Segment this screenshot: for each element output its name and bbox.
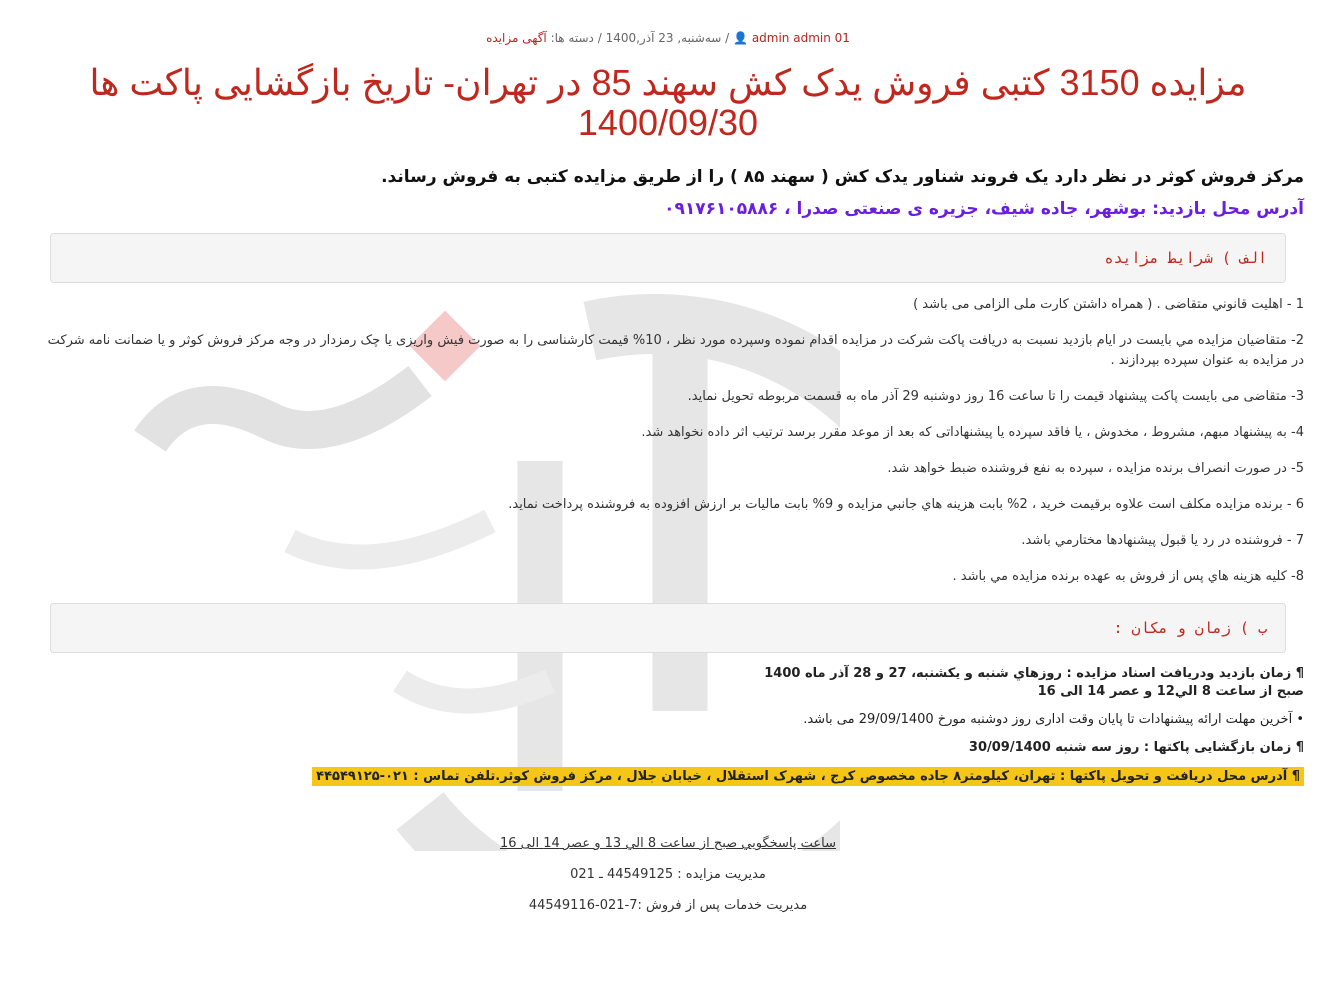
visit-time: ¶ زمان بازديد ودريافت اسناد مزايده : روزهاي شنبه و يكشنبه، 27 و 28 آذر ماه 1400 xyxy=(764,666,1304,681)
deadline: • آخرین مهلت ارائه پیشنهادات تا پایان وقت اداری روز دوشنبه مورخ 29/09/1400 می باشد. xyxy=(803,712,1304,727)
author-link[interactable]: admin admin 01 xyxy=(751,31,850,45)
time-place xyxy=(32,665,1304,786)
lead-text: مرکز فروش کوثر در نظر دارد یک فروند شناور یدک کش ( سهند ۸۵ ) را از طریق مزایده کتبی به فروش رساند. xyxy=(381,167,1304,187)
post-meta: admin admin 01 👤 / سه‌شنبه, 23 آذر,1400 / دسته ها: آگهی مزایده xyxy=(486,31,850,45)
condition-item: 3- متقاضی می بایست پاکت پیشنهاد قیمت را تا ساعت 16 روز دوشنبه 29 آذر ماه به قسمت مربوطه تحویل نماید. xyxy=(687,389,1304,404)
opening-date: ¶ زمان بازگشایی پاکتها : روز سه شنبه 30/09/1400 xyxy=(968,740,1304,755)
article xyxy=(0,31,1336,913)
condition-item: 8- كليه هزينه هاي پس از فروش به عهده برنده مزايده مي باشد . xyxy=(952,569,1304,584)
section-b-title: ب ) زمان و مکان : xyxy=(1113,619,1267,637)
condition-item: 6 - برنده مزايده مكلف است علاوه برقيمت خريد ، 2% بابت هزينه هاي جانبي مزايده و 9% بابت ماليات بر ارزش افزوده به فروشنده پرداخت نمايد. xyxy=(508,497,1304,512)
office-hours: ساعت پاسخگويي صبح از ساعت 8 الي 13 و عصر 14 الی 16 xyxy=(499,836,837,851)
condition-item: 1 - اهليت قانوني متقاضی . ( همراه داشتن کارت ملی الزامی می باشد ) xyxy=(913,297,1304,312)
user-icon: 👤 xyxy=(733,31,748,45)
deadline-text: آخرین مهلت ارائه پیشنهادات تا پایان وقت اداری روز دوشنبه مورخ 29/09/1400 می باشد. xyxy=(803,712,1293,727)
after-sales-phone: مدیریت خدمات پس از فروش :7-021-44549116 xyxy=(528,898,808,913)
condition-item: 4- به پيشنهاد مبهم، مشروط ، مخدوش ، يا فاقد سپرده يا پيشنهاداتی که بعد از موعد مقرر برسد ترتيب اثر داده نخواهد شد. xyxy=(641,425,1304,440)
condition-item: 2- متقاضيان مزايده مي بايست در ايام بازديد نسبت به دریافت پاکت شرکت در مزایده اقدام نموده وسپرده مورد نظر ، 10% قیمت کارشناسی را به صورت فیش واریزی یا چک رمزدار در وجه مرکز فروش کوثر و یا ضمانت نامه شرکت در مزایده به عنوان سپرده بپردازند . xyxy=(47,333,1304,368)
auction-management-phone: مدیریت مزایده : 44549125 ـ 021 xyxy=(570,867,766,882)
condition-item: 7 - فروشنده در رد يا قبول پيشنهادها مختارمي باشد. xyxy=(1021,533,1304,548)
pickup-address-highlight: ¶ آدرس محل دریافت و تحویل پاکتها : تهران، کیلومتر۸ جاده مخصوص کرج ، شهرک استقلال ، خیابان جلال ، مرکز فروش کوثر.تلفن تماس : ۰۲۱-۴۴۵۴۹۱۲۵ xyxy=(312,767,1304,786)
contact-footer xyxy=(32,836,1304,913)
condition-item: 5- در صورت انصراف برنده مزايده ، سپرده به نفع فروشنده ضبط خواهد شد. xyxy=(887,461,1304,476)
section-b-header xyxy=(50,603,1286,653)
visit-hours: صبح از ساعت 8 الي12 و عصر 14 الی 16 xyxy=(1037,684,1304,699)
conditions-list xyxy=(32,295,1304,587)
section-a-title: الف ) شرایط مزایده xyxy=(1104,249,1267,267)
section-a-header xyxy=(50,233,1286,283)
category-link[interactable]: آگهی مزایده xyxy=(486,31,547,45)
categories-label: دسته ها: xyxy=(550,31,594,45)
visit-address: آدرس محل بازدید: بوشهر، جاده شیف، جزیره ی صنعتی صدرا ، ۰۹۱۷۶۱۰۵۸۸۶ xyxy=(664,199,1304,219)
post-date: سه‌شنبه, 23 آذر,1400 xyxy=(605,31,722,45)
page-title: مزایده 3150 کتبی فروش یدک کش سهند 85 در تهران- تاریخ بازگشایی پاکت ها 1400/09/30 xyxy=(89,62,1247,143)
